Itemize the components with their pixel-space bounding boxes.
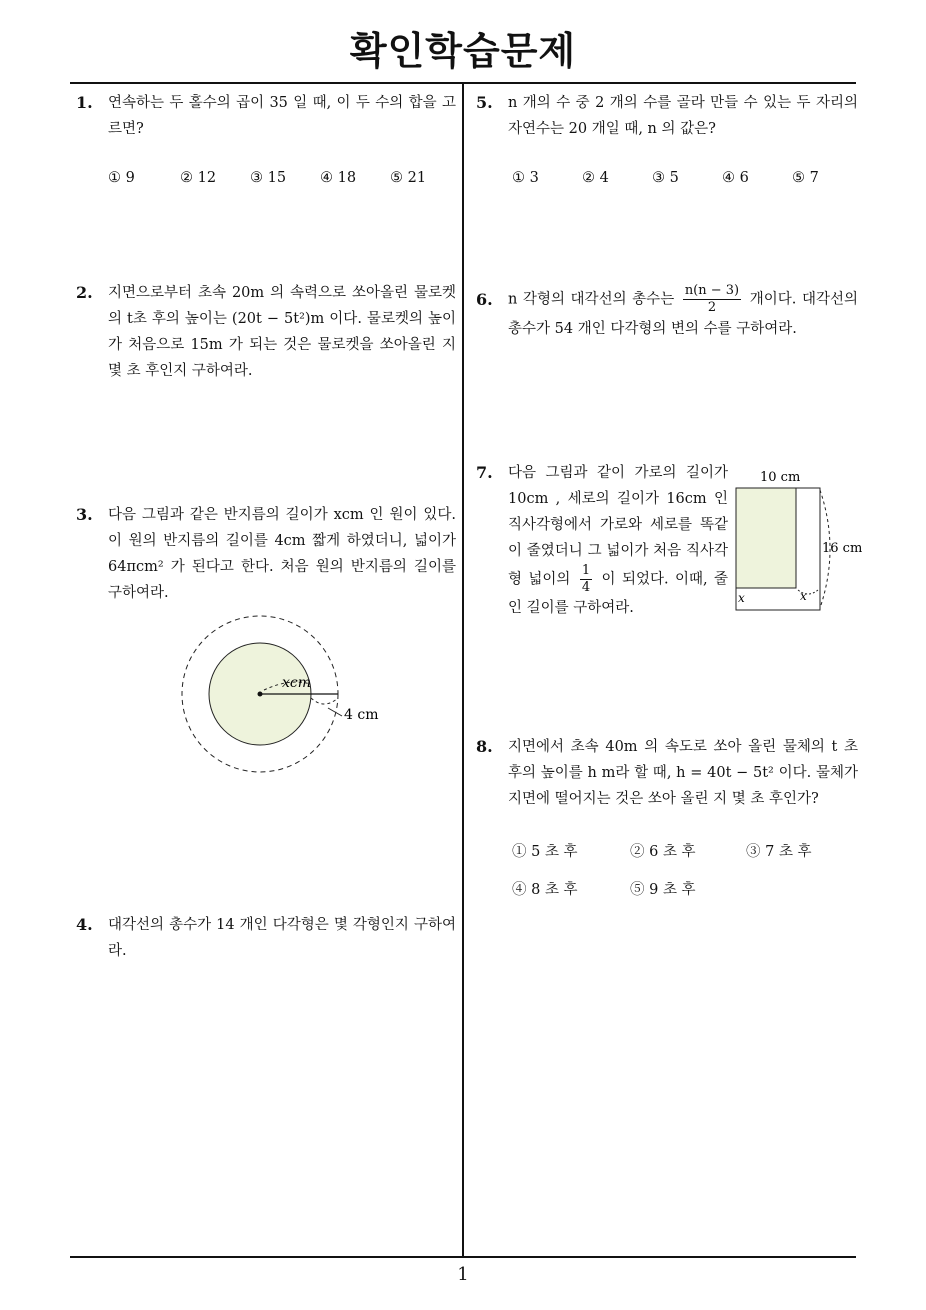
- question-2: [76, 280, 456, 384]
- q7-text-a: 다음 그림과 같이 가로의 길이가 10cm , 세로의 길이가 16cm 인 직사각형에서 가로와 세로를 똑같이 줄였더니 그 넓이가 처음 직사각형 넓이의: [508, 465, 728, 588]
- question-text: 연속하는 두 홀수의 곱이 35 일 때, 이 두 수의 합을 고르면?: [108, 95, 456, 137]
- q7-text-b: 이 되었다. 이때, 줄인 길이를 구하여라.: [508, 571, 729, 616]
- page-title: 확인학습문제: [349, 29, 577, 73]
- question-4: [76, 912, 456, 964]
- question-7: [476, 460, 728, 621]
- choice: ② 6 초 후: [630, 844, 696, 860]
- fraction-denominator: 2: [707, 300, 717, 315]
- choice: ③ 15: [250, 170, 287, 186]
- choice: ① 5 초 후: [512, 844, 578, 860]
- choice: ③ 7 초 후: [746, 844, 812, 860]
- question-number: 6.: [476, 290, 493, 309]
- question-6: [476, 284, 858, 343]
- width-label: 10 cm: [760, 470, 801, 485]
- question-number: 1.: [76, 93, 93, 112]
- radius-label: xcm: [282, 675, 312, 691]
- question-text: n 개의 수 중 2 개의 수를 골라 만들 수 있는 두 자리의 자연수는 20 개일 때, n 의 값은?: [508, 95, 858, 137]
- reduced-rectangle: [736, 488, 796, 588]
- choice: ⑤ 7: [792, 170, 819, 186]
- choice: ① 9: [108, 170, 135, 186]
- question-text: [508, 284, 858, 343]
- choice: ② 12: [180, 170, 217, 186]
- fraction: [580, 564, 592, 595]
- choice: ④ 8 초 후: [512, 882, 578, 898]
- page-number: 1: [457, 1264, 469, 1285]
- question-number: 7.: [476, 463, 493, 482]
- choice: ④ 18: [320, 170, 357, 186]
- question-8: [476, 734, 858, 812]
- question-1: [76, 90, 456, 142]
- height-label: 16 cm: [822, 541, 863, 556]
- question-number: 3.: [76, 505, 93, 524]
- fraction-denominator: 4: [581, 580, 591, 595]
- question-5: [476, 90, 858, 142]
- question-number: 5.: [476, 93, 493, 112]
- fraction-numerator: n(n − 3): [684, 283, 740, 298]
- choice: ⑤ 21: [390, 170, 427, 186]
- gap-brace-dashed: [311, 698, 338, 704]
- x-label-left: x: [738, 591, 745, 605]
- choice: ① 3: [512, 170, 539, 186]
- fraction: [683, 284, 741, 315]
- question-3: [76, 502, 456, 606]
- circle-figure: [170, 608, 379, 788]
- question-text: 다음 그림과 같은 반지름의 길이가 xcm 인 원이 있다. 이 원의 반지름의 길이를 4cm 짧게 하였더니, 넓이가 64πcm² 가 된다고 한다. 처음 원의 반지름의 길이를 구하여라.: [108, 507, 456, 601]
- question-number: 2.: [76, 283, 93, 302]
- question-text: 지면에서 초속 40m 의 속도로 쏘아 올린 물체의 t 초 후의 높이를 h m라 할 때, h = 40t − 5t² 이다. 물체가 지면에 떨어지는 것은 쏘아 올린 지 몇 초 후인가?: [508, 739, 858, 807]
- rectangle-figure: [728, 464, 862, 614]
- question-number: 8.: [476, 737, 493, 756]
- gap-label: 4 cm: [344, 707, 379, 723]
- question-text: 지면으로부터 초속 20m 의 속력으로 쏘아올린 물로켓의 t초 후의 높이는 (20t − 5t²)m 이다. 물로켓의 높이가 처음으로 15m 가 되는 것은 물로켓을 쏘아올린 지 몇 초 후인지 구하여라.: [108, 285, 456, 379]
- question-number: 4.: [76, 915, 93, 934]
- q6-text-after: 개이다. 대각선의 총수가 54 개인 다각형의 변의 수를 구하여라.: [508, 291, 859, 337]
- q6-text-before: n 각형의 대각선의 총수는: [508, 291, 675, 308]
- choice: ④ 6: [722, 170, 749, 186]
- bottom-rule: [70, 1256, 856, 1258]
- fraction-numerator: 1: [581, 563, 591, 578]
- question-text: [508, 460, 728, 621]
- choice: ② 4: [582, 170, 609, 186]
- choice: ③ 5: [652, 170, 679, 186]
- column-divider: [462, 82, 464, 1258]
- x-label-right: x: [800, 589, 807, 603]
- choice: ⑤ 9 초 후: [630, 882, 696, 898]
- question-text: 대각선의 총수가 14 개인 다각형은 몇 각형인지 구하여라.: [108, 917, 456, 959]
